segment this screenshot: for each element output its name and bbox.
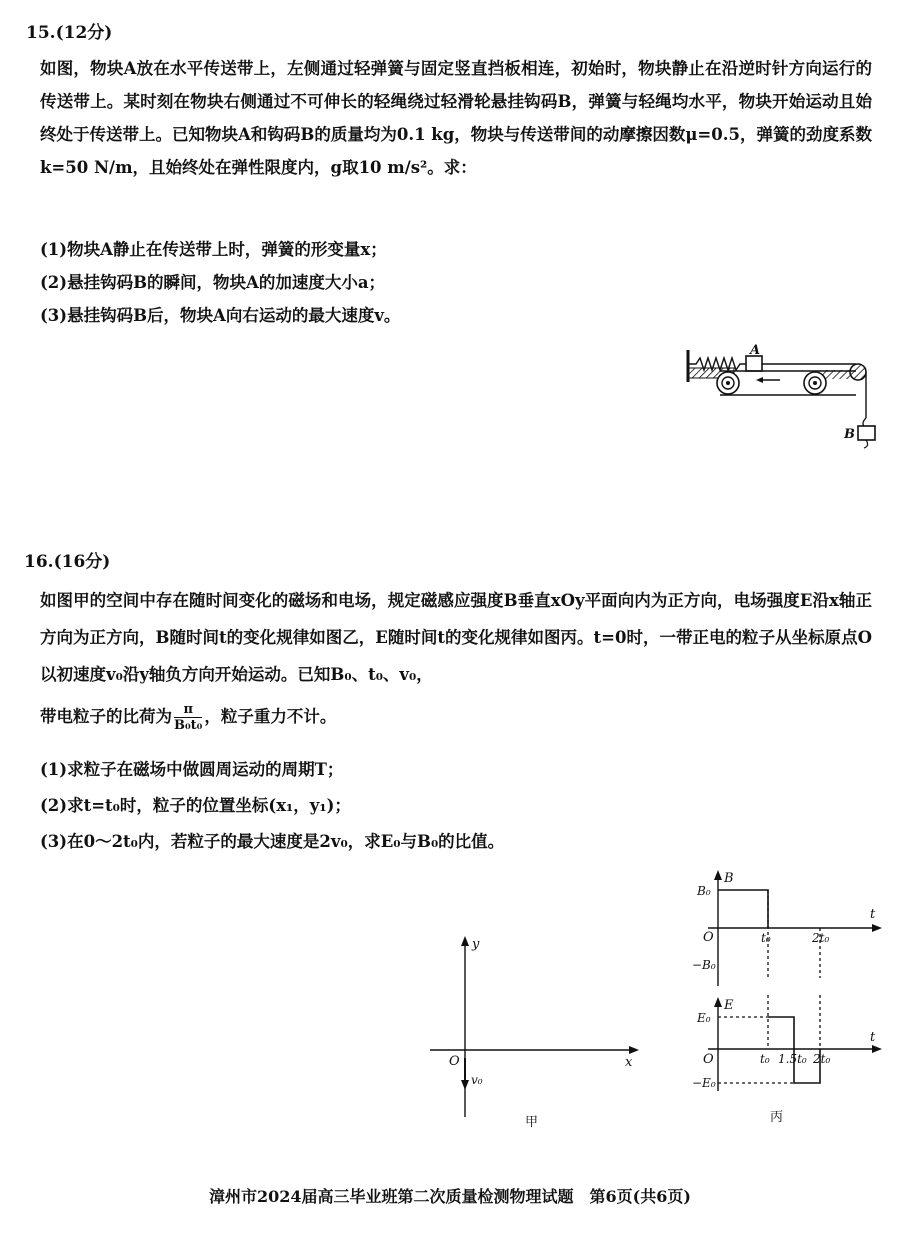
q15-score: (12分)	[55, 23, 113, 43]
q16-score: (16分)	[53, 552, 111, 572]
b-b0: B₀	[697, 884, 711, 898]
e-axis-label: E	[724, 998, 734, 1013]
q16-ratio-pre: 带电粒子的比荷为	[40, 707, 172, 726]
q16-ratio-line	[40, 700, 336, 734]
b-t-label: t	[870, 907, 876, 922]
jia-y-label: y	[472, 937, 480, 952]
page-footer: 漳州市2024届高三毕业班第二次质量检测物理试题 第6页(共6页)	[209, 1187, 691, 1206]
q15-figure	[680, 340, 890, 460]
b-axis-label: B	[724, 871, 734, 886]
jia-v0: v₀	[471, 1073, 483, 1087]
fig-jia	[425, 932, 655, 1132]
q15-sub-3: (3)悬挂钩码B后，物块A向右运动的最大速度v。	[40, 306, 401, 325]
bing-caption: 丙	[770, 1110, 784, 1125]
q15-text: 如图，物块A放在水平传送带上，左侧通过轻弹簧与固定竖直挡板相连，初始时，物块静止在沿逆时针方向运行的传送带上。某时刻在物块右侧通过不可伸长的轻绳绕过轻滑轮悬挂钩码B，弹簧与轻绳均水平，物块开始运动且始终处于传送带上。已知物块A和钩码B的质量均为0.1 kg，物块与传送带间的动摩擦因数μ=0.5，弹簧的劲度系数k=50 N/m，且始终处在弹性限度内，g取10 m/s²。求：	[40, 59, 872, 177]
block-a	[746, 356, 762, 371]
fig-b-t	[690, 868, 895, 998]
b-2t0: 2t₀	[812, 931, 830, 945]
q16-sub-2: (2)求t=t₀时，粒子的位置坐标(x₁，y₁)；	[40, 796, 351, 815]
q16-sub-3: (3)在0～2t₀内，若粒子的最大速度是2v₀，求E₀与B₀的比值。	[40, 832, 505, 851]
ratio-numerator: π	[174, 702, 202, 718]
e-origin: O	[703, 1052, 714, 1067]
jia-caption: 甲	[525, 1115, 539, 1130]
q16-header	[24, 547, 110, 572]
e-t0: t₀	[760, 1052, 770, 1066]
q16-sub-1: (1)求粒子在磁场中做圆周运动的周期T；	[40, 760, 344, 779]
label-b: B	[844, 427, 855, 442]
jia-x-label: x	[625, 1055, 633, 1070]
e-2t0: 2t₀	[813, 1052, 831, 1066]
q16-text: 如图甲的空间中存在随时间变化的磁场和电场，规定磁感应强度B垂直xOy平面向内为正方向，电场强度E沿x轴正方向为正方向，B随时间t的变化规律如图乙，E随时间t的变化规律如图丙。t=0时，一带正电的粒子从坐标原点O以初速度v₀沿y轴负方向开始运动。已知B₀、t₀、v₀，	[40, 591, 872, 684]
conveyor-belt	[717, 370, 856, 395]
label-a: A	[750, 343, 761, 358]
e-t-label: t	[870, 1030, 876, 1045]
jia-origin: O	[449, 1054, 460, 1069]
ratio-denominator: B₀t₀	[174, 718, 203, 733]
q15-number: 15.	[26, 23, 56, 43]
b-neg-b0: −B₀	[692, 958, 716, 972]
e-1-5t0: 1.5t₀	[778, 1052, 807, 1066]
b-t0: t₀	[761, 931, 771, 945]
e-neg-e0: −E₀	[692, 1076, 716, 1090]
charge-mass-ratio	[174, 702, 202, 733]
e-e0: E₀	[697, 1011, 711, 1025]
q15-header	[26, 18, 112, 43]
hook-weight-b	[858, 418, 875, 448]
fig-e-t	[690, 995, 895, 1125]
q15-sub-1: (1)物块A静止在传送带上时，弹簧的形变量x；	[40, 240, 387, 259]
q16-number: 16.	[24, 552, 54, 572]
b-origin: O	[703, 930, 714, 945]
q16-ratio-post: ，粒子重力不计。	[204, 707, 337, 726]
q15-sub-2: (2)悬挂钩码B的瞬间，物块A的加速度大小a；	[40, 273, 386, 292]
